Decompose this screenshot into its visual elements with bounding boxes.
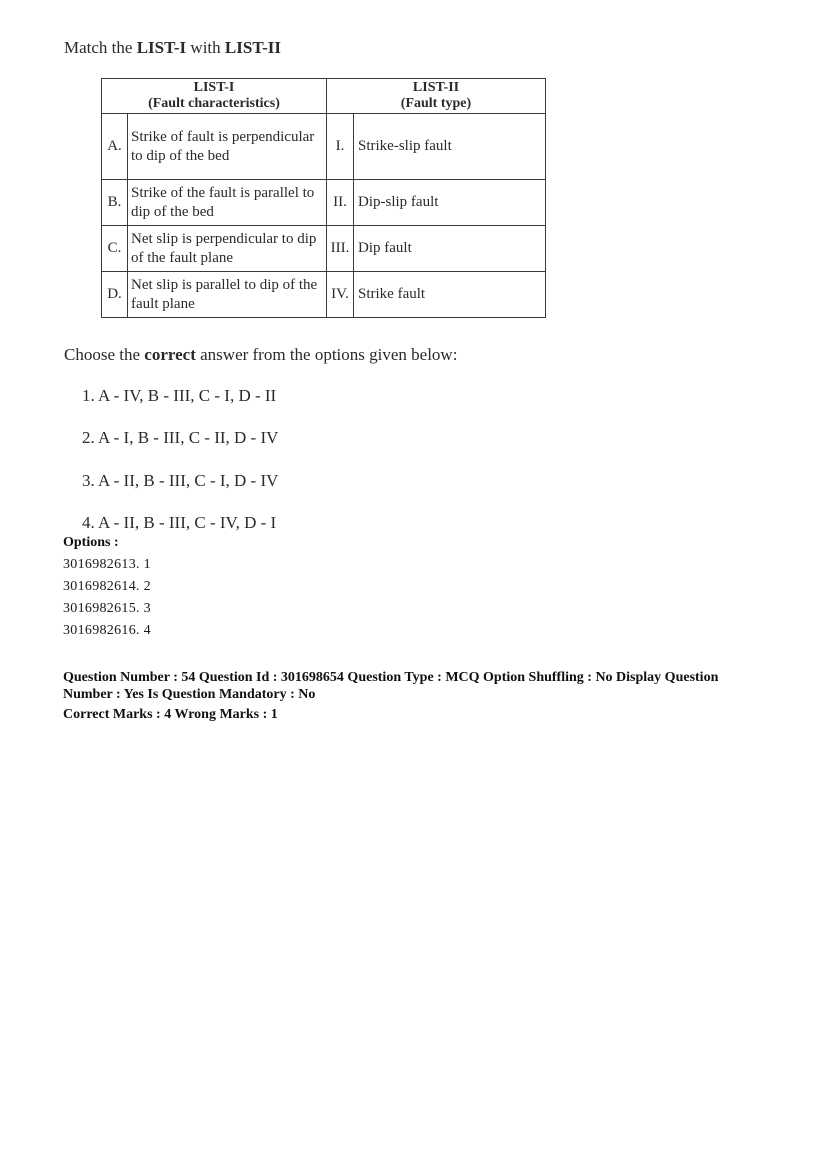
answer-option-2: 2. A - I, B - III, C - II, D - IV: [82, 428, 279, 447]
options-label: Options :: [63, 535, 119, 550]
list1-header: [102, 79, 327, 114]
list1-header-title: LIST-I: [193, 80, 235, 95]
choose-prefix: Choose the: [64, 345, 145, 364]
row-letter: A.: [102, 114, 128, 180]
prompt-list2: LIST-II: [224, 38, 281, 57]
row-letter: C.: [102, 226, 128, 272]
table-row: [102, 180, 546, 226]
row-fault-type: Strike fault: [354, 272, 546, 318]
match-table: [101, 78, 546, 318]
row-characteristic: Net slip is parallel to dip of the fault plane: [128, 272, 327, 318]
question-prompt: [64, 38, 281, 58]
table-row: [102, 114, 546, 180]
table-row: [102, 226, 546, 272]
list2-header-title: LIST-II: [412, 80, 460, 95]
row-characteristic: Strike of the fault is parallel to dip of the bed: [128, 180, 327, 226]
row-roman: III.: [327, 226, 354, 272]
row-fault-type: Dip fault: [354, 226, 546, 272]
list2-header: [327, 79, 546, 114]
row-roman: II.: [327, 180, 354, 226]
row-roman: IV.: [327, 272, 354, 318]
prompt-prefix: Match the: [64, 38, 137, 57]
list2-header-subtitle: (Fault type): [400, 96, 472, 111]
table-row: [102, 272, 546, 318]
option-id-1: 3016982613. 1: [63, 557, 151, 572]
row-characteristic: Net slip is perpendicular to dip of the fault plane: [128, 226, 327, 272]
row-fault-type: Strike-slip fault: [354, 114, 546, 180]
table-header-row: [102, 79, 546, 114]
option-id-3: 3016982615. 3: [63, 601, 151, 616]
marks-info: Correct Marks : 4 Wrong Marks : 1: [63, 707, 278, 722]
row-letter: D.: [102, 272, 128, 318]
row-roman: I.: [327, 114, 354, 180]
prompt-mid: with: [186, 38, 225, 57]
row-characteristic: Strike of fault is perpendicular to dip of the bed: [128, 114, 327, 180]
choose-instruction: [64, 345, 457, 365]
question-info: Question Number : 54 Question Id : 301698654 Question Type : MCQ Option Shuffling : No Display Question Number : Yes Is Question Mandatory : No: [63, 670, 719, 702]
prompt-list1: LIST-I: [136, 38, 187, 57]
answer-option-4: 4. A - II, B - III, C - IV, D - I: [82, 513, 277, 532]
answer-option-3: 3. A - II, B - III, C - I, D - IV: [82, 471, 279, 490]
answer-option-1: 1. A - IV, B - III, C - I, D - II: [82, 386, 277, 405]
row-letter: B.: [102, 180, 128, 226]
option-id-2: 3016982614. 2: [63, 579, 151, 594]
list1-header-subtitle: (Fault characteristics): [148, 96, 280, 111]
choose-suffix: answer from the options given below:: [195, 345, 458, 364]
option-id-4: 3016982616. 4: [63, 623, 151, 638]
choose-bold: correct: [144, 345, 196, 364]
row-fault-type: Dip-slip fault: [354, 180, 546, 226]
